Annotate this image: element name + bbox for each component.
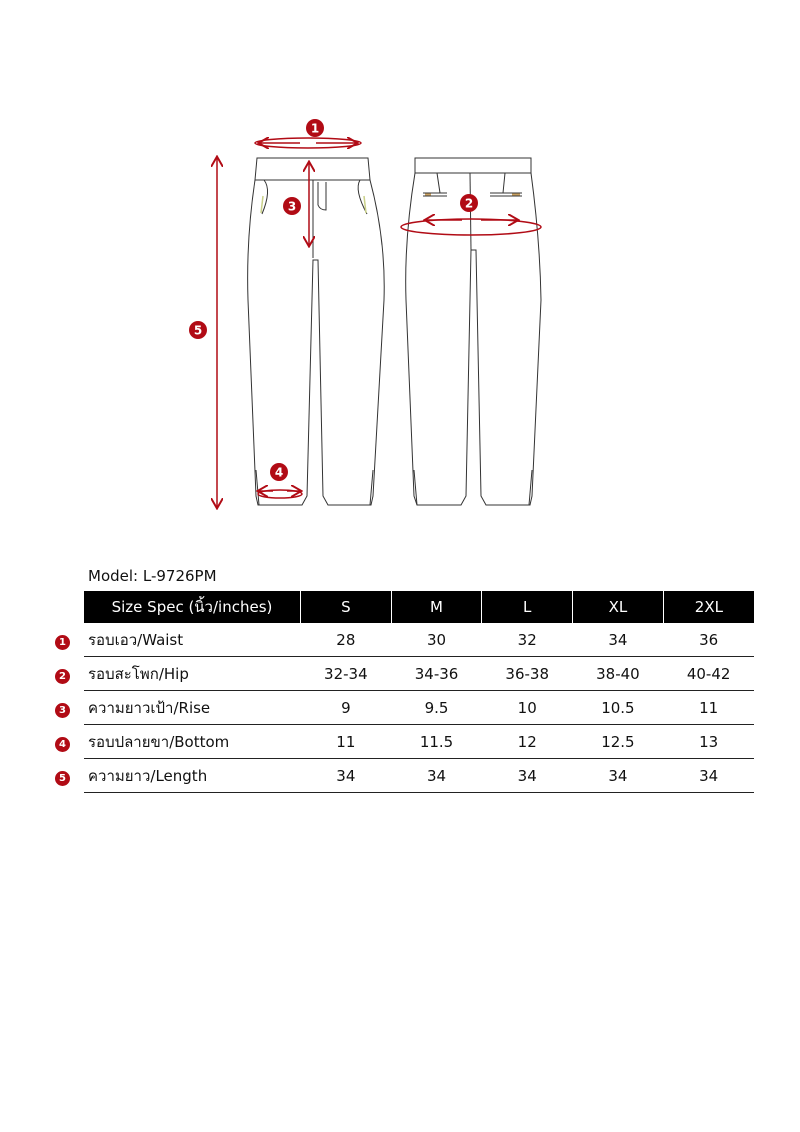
cell: 11 — [301, 725, 392, 759]
cell: 12 — [482, 725, 573, 759]
cell: 34 — [301, 759, 392, 793]
table-row — [84, 623, 754, 657]
cell: 34 — [663, 759, 754, 793]
header-xl: XL — [573, 591, 664, 623]
cell: 36-38 — [482, 657, 573, 691]
cell: 9.5 — [391, 691, 482, 725]
row-label: รอบเอว/Waist — [84, 623, 301, 657]
cell: 11.5 — [391, 725, 482, 759]
marker-4-text: 4 — [274, 465, 284, 480]
cell: 30 — [391, 623, 482, 657]
row-label: ความยาวเป้า/Rise — [84, 691, 301, 725]
cell: 34 — [391, 759, 482, 793]
header-m: M — [391, 591, 482, 623]
cell: 36 — [663, 623, 754, 657]
pants-diagram — [0, 0, 800, 540]
cell: 34-36 — [391, 657, 482, 691]
table-row — [84, 657, 754, 691]
marker-badge-4 — [270, 463, 288, 481]
front-view — [248, 158, 385, 505]
row-badge-4: 4 — [55, 737, 70, 752]
header-l: L — [482, 591, 573, 623]
table-row — [84, 759, 754, 793]
marker-badge-1 — [306, 119, 324, 137]
header-size-spec: Size Spec (นิ้ว/inches) — [84, 591, 301, 623]
marker-badge-5 — [189, 321, 207, 339]
cell: 11 — [663, 691, 754, 725]
header-2xl: 2XL — [663, 591, 754, 623]
marker-2-text: 2 — [464, 196, 474, 211]
marker-1-text: 1 — [310, 121, 320, 136]
table-header-row — [84, 591, 754, 623]
marker-5-text: 5 — [193, 323, 203, 338]
row-badge-1: 1 — [55, 635, 70, 650]
cell: 10 — [482, 691, 573, 725]
header-s: S — [301, 591, 392, 623]
row-badge-3: 3 — [55, 703, 70, 718]
cell: 13 — [663, 725, 754, 759]
cell: 12.5 — [573, 725, 664, 759]
cell: 40-42 — [663, 657, 754, 691]
row-label: ความยาว/Length — [84, 759, 301, 793]
marker-3-text: 3 — [287, 199, 297, 214]
marker-badge-2 — [460, 194, 478, 212]
marker-badge-3 — [283, 197, 301, 215]
cell: 9 — [301, 691, 392, 725]
row-badge-2: 2 — [55, 669, 70, 684]
cell: 34 — [482, 759, 573, 793]
cell: 10.5 — [573, 691, 664, 725]
cell: 34 — [573, 759, 664, 793]
cell: 34 — [573, 623, 664, 657]
row-badge-5: 5 — [55, 771, 70, 786]
cell: 32-34 — [301, 657, 392, 691]
table-row — [84, 691, 754, 725]
row-label: รอบปลายขา/Bottom — [84, 725, 301, 759]
cell: 38-40 — [573, 657, 664, 691]
cell: 32 — [482, 623, 573, 657]
cell: 28 — [301, 623, 392, 657]
row-label: รอบสะโพก/Hip — [84, 657, 301, 691]
size-spec-table — [84, 591, 754, 793]
table-row — [84, 725, 754, 759]
model-number: Model: L-9726PM — [88, 567, 217, 585]
